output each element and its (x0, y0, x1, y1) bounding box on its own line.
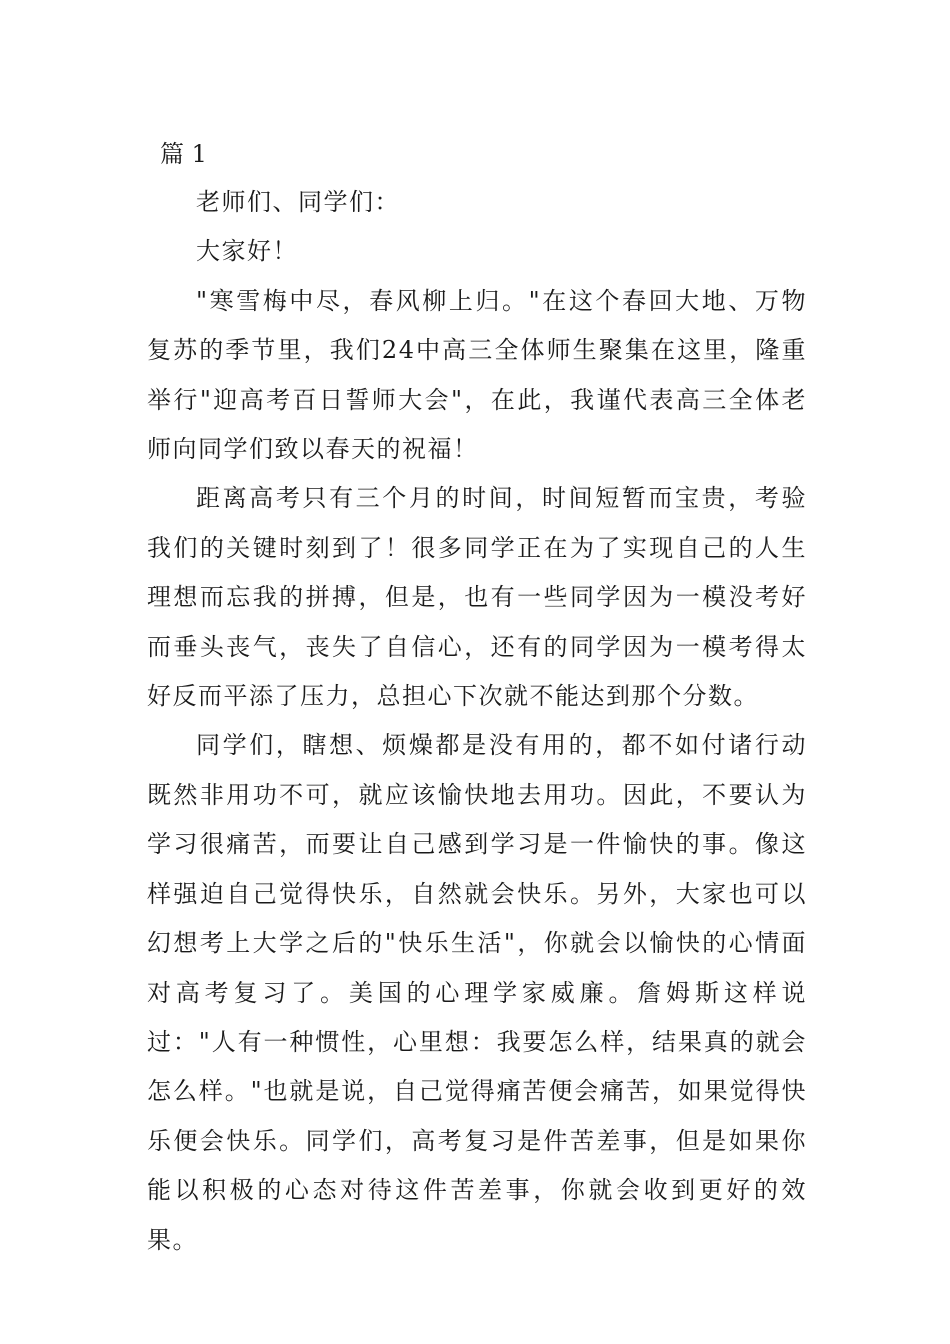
greeting: 大家好！ (196, 237, 298, 266)
paragraph: 同学们，瞎想、烦燥都是没有用的，都不如付诸行动既然非用功不可，就应该愉快地去用功。因此，不要认为学习很痛苦，而要让自己感到学习是一件愉快的事。像这样强迫自己觉得快乐，自然就会快乐。另外，大家也可以幻想考上大学之后的"快乐生活"，你就会以愉快的心情面对高考复习了。美国的心理学家威廉。詹姆斯这样说过："人有一种惯性，心里想：我要怎么样，结果真的就会怎么样。"也就是说，自己觉得痛苦便会痛苦，如果觉得快乐便会快乐。同学们，高考复习是件苦差事，但是如果你能以积极的心态对待这件苦差事，你就会收到更好的效果。 (147, 731, 807, 1254)
paragraph: 距离高考只有三个月的时间，时间短暂而宝贵，考验我们的关键时刻到了！很多同学正在为了实现自己的人生理想而忘我的拼搏，但是，也有一些同学因为一模没考好而垂头丧气，丧失了自信心，还有的同学因为一模考得太好反而平添了压力，总担心下次就不能达到那个分数。 (147, 484, 807, 711)
document-body (147, 178, 807, 1265)
paragraph: "寒雪梅中尽，春风柳上归。"在这个春回大地、万物复苏的季节里，我们24中高三全体师生聚集在这里，隆重举行"迎高考百日誓师大会"，在此，我谨代表高三全体老师向同学们致以春天的祝福！ (147, 286, 807, 464)
section-heading: 篇 1 (160, 140, 207, 168)
salutation: 老师们、同学们： (196, 188, 400, 216)
